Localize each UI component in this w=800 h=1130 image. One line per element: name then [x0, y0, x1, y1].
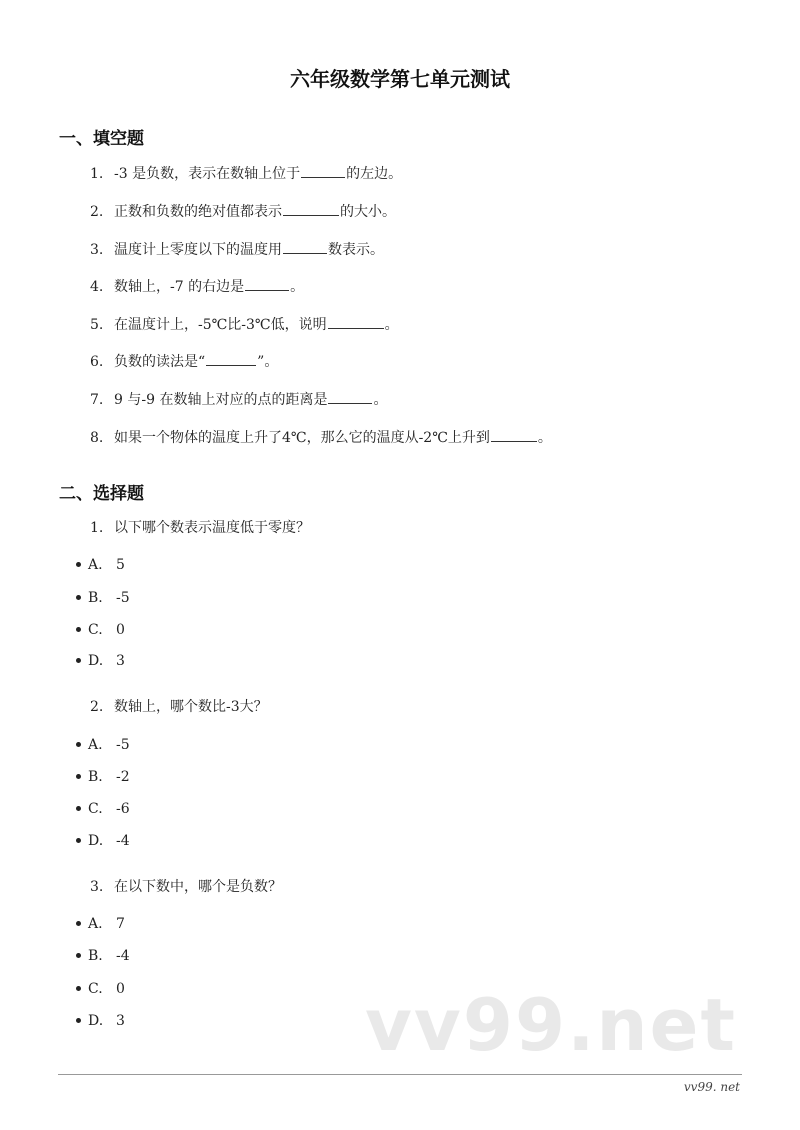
fill-item-6 [90, 351, 278, 372]
option-3-a[interactable] [76, 914, 125, 934]
option-1-b[interactable] [76, 588, 130, 608]
bullet-icon [76, 742, 81, 747]
item-number: 2. [90, 204, 104, 220]
option-value: 5 [116, 557, 125, 573]
item-text-before: 9 与-9 在数轴上对应的点的距离是 [114, 392, 328, 408]
item-text-after: 。 [373, 392, 388, 408]
item-number: 7. [90, 392, 104, 408]
item-text-before: 正数和负数的绝对值都表示 [114, 204, 282, 220]
option-value: -4 [116, 948, 130, 964]
bullet-icon [76, 1018, 81, 1023]
footer-divider [58, 1074, 742, 1075]
option-1-c[interactable] [76, 620, 125, 640]
choice-question-3 [90, 877, 282, 897]
item-text-after: 的大小。 [340, 204, 396, 220]
fill-item-3 [90, 239, 384, 260]
bullet-icon [76, 838, 81, 843]
item-text-before: 在温度计上，-5℃比-3℃低，说明 [114, 317, 327, 333]
option-2-d[interactable] [76, 831, 130, 851]
option-letter: C. [88, 622, 103, 638]
answer-blank [301, 163, 345, 178]
option-letter: B. [88, 948, 103, 964]
option-3-c[interactable] [76, 979, 125, 999]
question-number: 2. [90, 699, 104, 715]
option-2-c[interactable] [76, 799, 130, 819]
question-number: 1. [90, 520, 104, 536]
bullet-icon [76, 806, 81, 811]
bullet-icon [76, 953, 81, 958]
item-number: 5. [90, 317, 104, 333]
item-text-before: 数轴上，-7 的右边是 [114, 279, 245, 295]
option-1-a[interactable] [76, 555, 125, 575]
bullet-icon [76, 774, 81, 779]
fill-item-4 [90, 276, 304, 297]
option-3-d[interactable] [76, 1011, 125, 1031]
item-text-after: 的左边。 [346, 166, 403, 182]
answer-blank [328, 314, 384, 329]
option-value: -6 [116, 801, 130, 817]
answer-blank [283, 201, 339, 216]
option-letter: D. [88, 653, 104, 669]
choice-question-1 [90, 518, 310, 538]
page-title: 六年级数学第七单元测试 [290, 67, 510, 91]
section-choice-title: 二、选择题 [59, 484, 144, 504]
option-1-d[interactable] [76, 651, 125, 671]
option-letter: A. [88, 557, 103, 573]
item-text-before: 如果一个物体的温度上升了4℃，那么它的温度从-2℃上升到 [114, 430, 490, 446]
answer-blank [328, 389, 372, 404]
fill-item-8 [90, 427, 552, 448]
option-value: -4 [116, 833, 130, 849]
section-fill-in-title: 一、填空题 [59, 129, 144, 149]
option-value: 0 [116, 981, 125, 997]
watermark: vv99.net [365, 983, 737, 1067]
item-text-before: 温度计上零度以下的温度用 [114, 242, 282, 258]
answer-blank [206, 351, 256, 366]
choice-question-2 [90, 697, 268, 717]
option-letter: C. [88, 801, 103, 817]
bullet-icon [76, 658, 81, 663]
option-2-b[interactable] [76, 767, 130, 787]
option-value: 3 [116, 1013, 125, 1029]
option-value: 7 [116, 916, 125, 932]
item-text-after: 数表示。 [328, 242, 384, 258]
bullet-icon [76, 986, 81, 991]
option-value: -5 [116, 737, 130, 753]
item-text-after: ”。 [257, 354, 279, 370]
option-3-b[interactable] [76, 946, 130, 966]
item-number: 8. [90, 430, 104, 446]
item-number: 6. [90, 354, 104, 370]
item-text-before: 负数的读法是“ [114, 354, 206, 370]
answer-blank [283, 239, 327, 254]
item-number: 3. [90, 242, 104, 258]
option-letter: B. [88, 769, 103, 785]
item-number: 4. [90, 279, 104, 295]
footer-site-label: vv99. net [683, 1080, 740, 1094]
bullet-icon [76, 627, 81, 632]
option-letter: D. [88, 1013, 104, 1029]
option-value: 3 [116, 653, 125, 669]
item-text-after: 。 [537, 430, 552, 446]
bullet-icon [76, 562, 81, 567]
option-letter: D. [88, 833, 104, 849]
item-text-before: -3 是负数，表示在数轴上位于 [114, 166, 301, 182]
answer-blank [491, 427, 537, 442]
fill-item-1 [90, 163, 402, 184]
bullet-icon [76, 921, 81, 926]
bullet-icon [76, 595, 81, 600]
question-text: 在以下数中，哪个是负数？ [114, 879, 282, 895]
option-letter: C. [88, 981, 103, 997]
option-value: 0 [116, 622, 125, 638]
fill-item-2 [90, 201, 396, 222]
option-value: -2 [116, 769, 130, 785]
answer-blank [245, 276, 289, 291]
question-number: 3. [90, 879, 104, 895]
option-letter: A. [88, 916, 103, 932]
option-value: -5 [116, 590, 130, 606]
option-letter: A. [88, 737, 103, 753]
fill-item-7 [90, 389, 387, 410]
fill-item-5 [90, 314, 399, 335]
item-text-after: 。 [384, 317, 399, 333]
item-number: 1. [90, 166, 104, 182]
option-2-a[interactable] [76, 735, 130, 755]
question-text: 数轴上，哪个数比-3大？ [114, 699, 268, 715]
question-text: 以下哪个数表示温度低于零度？ [114, 520, 310, 536]
item-text-after: 。 [290, 279, 305, 295]
option-letter: B. [88, 590, 103, 606]
